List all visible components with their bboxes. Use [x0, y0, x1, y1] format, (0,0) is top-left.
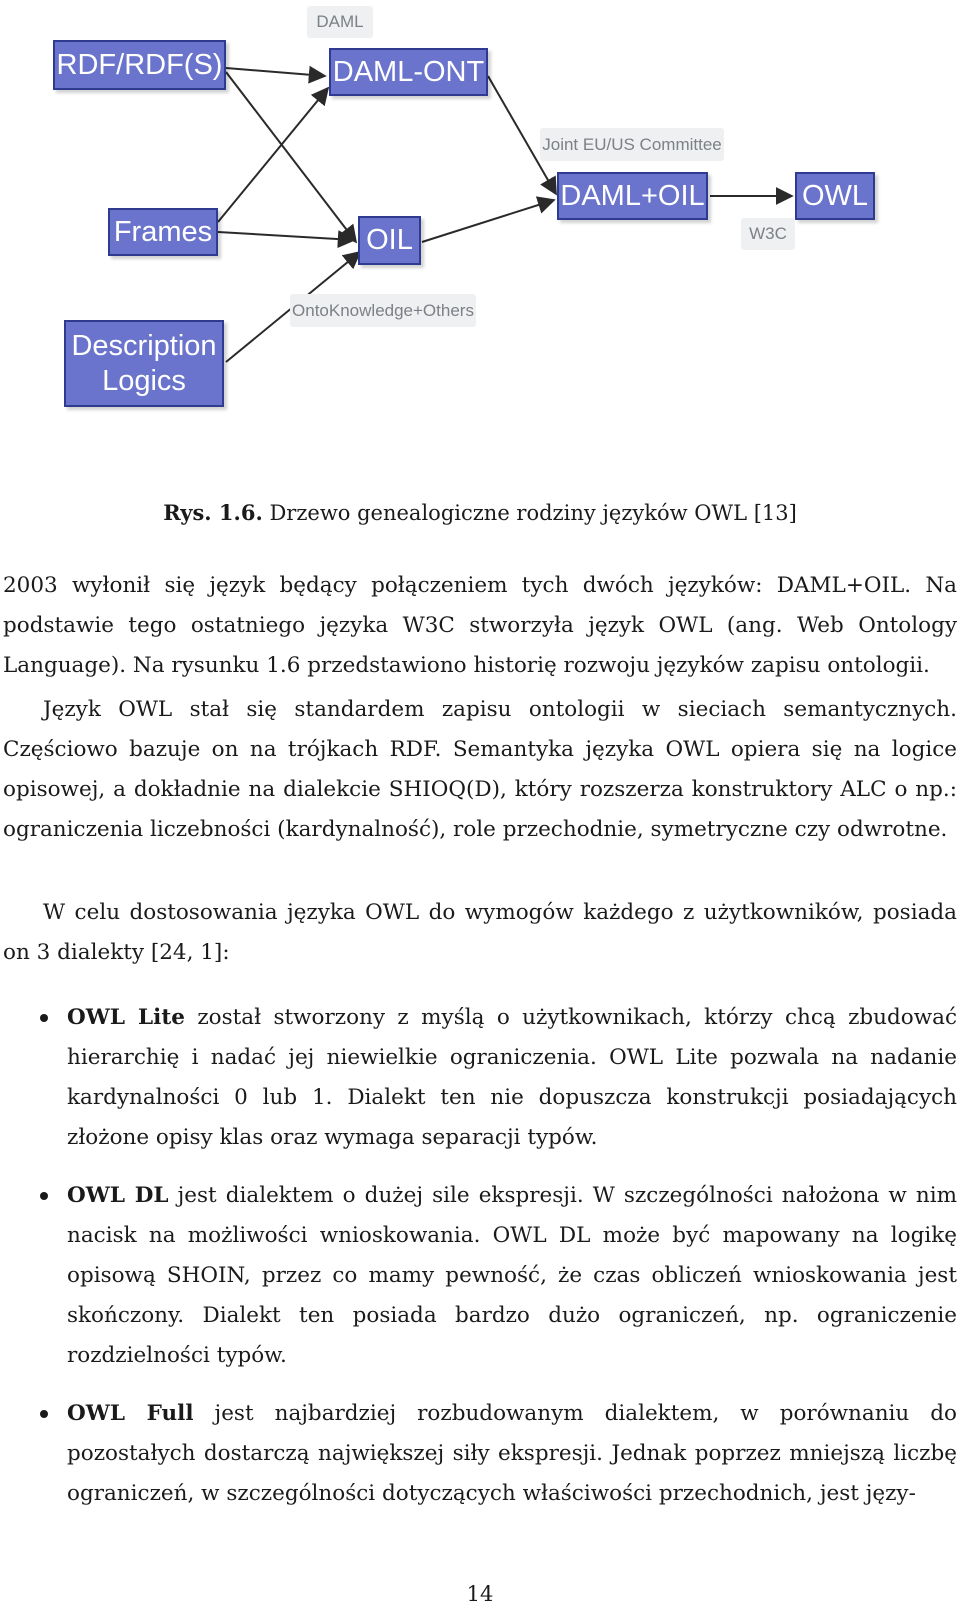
- tag-ontoknowledge-others: OntoKnowledge+Others: [290, 294, 476, 327]
- dialect-term: OWL Full: [67, 1401, 194, 1426]
- dialect-description: został stworzony z myślą o użytkownikach, którzy chcą zbudować hierarchię i nadać jej niewielkie ograniczenia. OWL Lite pozwala na nadanie kardynalności 0 lub 1. Dialekt ten nie dopuszcza konstrukcji posiadających złożone opisy klas oraz wymaga separacji typów.: [67, 1005, 957, 1150]
- node-daml-ont-label: DAML-ONT: [332, 55, 485, 88]
- dialect-term: OWL DL: [67, 1183, 169, 1208]
- node-owl-label: OWL: [801, 179, 869, 212]
- dialect-description: jest najbardziej rozbudowanym dialektem, w porównaniu do pozostałych dostarczą największej siły ekspresji. Jednak poprzez mniejszą liczbę ograniczeń, w szczególności dotyczących właściwości przechodnich, jest języ-: [67, 1401, 957, 1506]
- node-frames: [108, 208, 218, 256]
- node-daml-ont: [329, 48, 488, 96]
- bullet-icon: [40, 1192, 48, 1200]
- tag-joint-eu-us-committee: Joint EU/US Committee: [540, 128, 724, 161]
- paragraph-3: W celu dostosowania języka OWL do wymogów każdego z użytkowników, posiada on 3 dialekty [24, 1]:: [3, 900, 957, 965]
- node-daml-oil: [557, 172, 708, 220]
- arrow-oil-to-daml-oil: [422, 200, 554, 242]
- paragraph-2: Język OWL stał się standardem zapisu ontologii w sieciach semantycznych. Częściowo bazuje on na trójkach RDF. Semantyka języka OWL opiera się na logice opisowej, a dokładnie na dialekcie SHIOQ(D), który rozszerza konstruktory ALC o np.: ograniczenia liczebności (kardynalność), role przechodnie, symetryczne czy odwrotne.: [3, 697, 957, 842]
- paragraph-1: 2003 wyłonił się język będący połączeniem tych dwóch języków: DAML+OIL. Na podstawie tego ostatniego języka W3C stworzyła język OWL (ang. Web Ontology Language). Na rysunku 1.6 przedstawiono historię rozwoju języków zapisu ontologii.: [3, 573, 957, 678]
- node-rdf-rdfs: [53, 40, 226, 90]
- node-frames-label: Frames: [113, 215, 213, 248]
- arrow-frames-to-oil: [218, 232, 354, 240]
- node-oil: [358, 216, 421, 265]
- list-item-text: [67, 998, 957, 1158]
- tag-daml: DAML: [307, 6, 373, 38]
- tag-w3c: W3C: [741, 218, 795, 250]
- page-number: 14: [466, 1582, 494, 1606]
- node-rdf-rdfs-label: RDF/RDF(S): [56, 48, 223, 81]
- node-description-logics-line1: Description: [71, 329, 217, 362]
- list-item-text: [67, 1176, 957, 1376]
- owl-genealogy-diagram: [0, 0, 960, 440]
- figure-caption: [0, 500, 960, 525]
- arrow-rdf-to-daml-ont: [226, 68, 325, 76]
- list-item-owl-lite: [0, 998, 957, 1158]
- list-item-owl-dl: [0, 1176, 957, 1376]
- node-owl: [795, 172, 875, 220]
- arrow-frames-to-daml-ont: [218, 88, 328, 222]
- bullet-icon: [40, 1014, 48, 1022]
- dialect-description: jest dialektem o dużej sile ekspresji. W szczególności nałożona w nim nacisk na możliwości wnioskowania. OWL DL może być mapowany na logikę opisową SHOIN, przez co mamy pewność, że czas obliczeń wnioskowania jest skończony. Dialekt ten posiada bardzo dużo ograniczeń, np. ograniczenie rozdzielności typów.: [67, 1183, 957, 1368]
- dialect-term: OWL Lite: [67, 1005, 185, 1030]
- node-description-logics: [64, 320, 224, 407]
- node-description-logics-line2: Logics: [102, 364, 186, 397]
- node-daml-oil-label: DAML+OIL: [560, 179, 705, 212]
- arrow-rdf-to-oil: [226, 72, 356, 242]
- list-item-owl-full: [0, 1394, 957, 1514]
- figure-caption-label: Rys. 1.6.: [163, 500, 263, 525]
- list-item-text: [67, 1394, 957, 1514]
- node-oil-label: OIL: [366, 224, 413, 257]
- figure-caption-text: Drzewo genealogiczne rodziny języków OWL [13]: [269, 501, 797, 525]
- bullet-icon: [40, 1410, 48, 1418]
